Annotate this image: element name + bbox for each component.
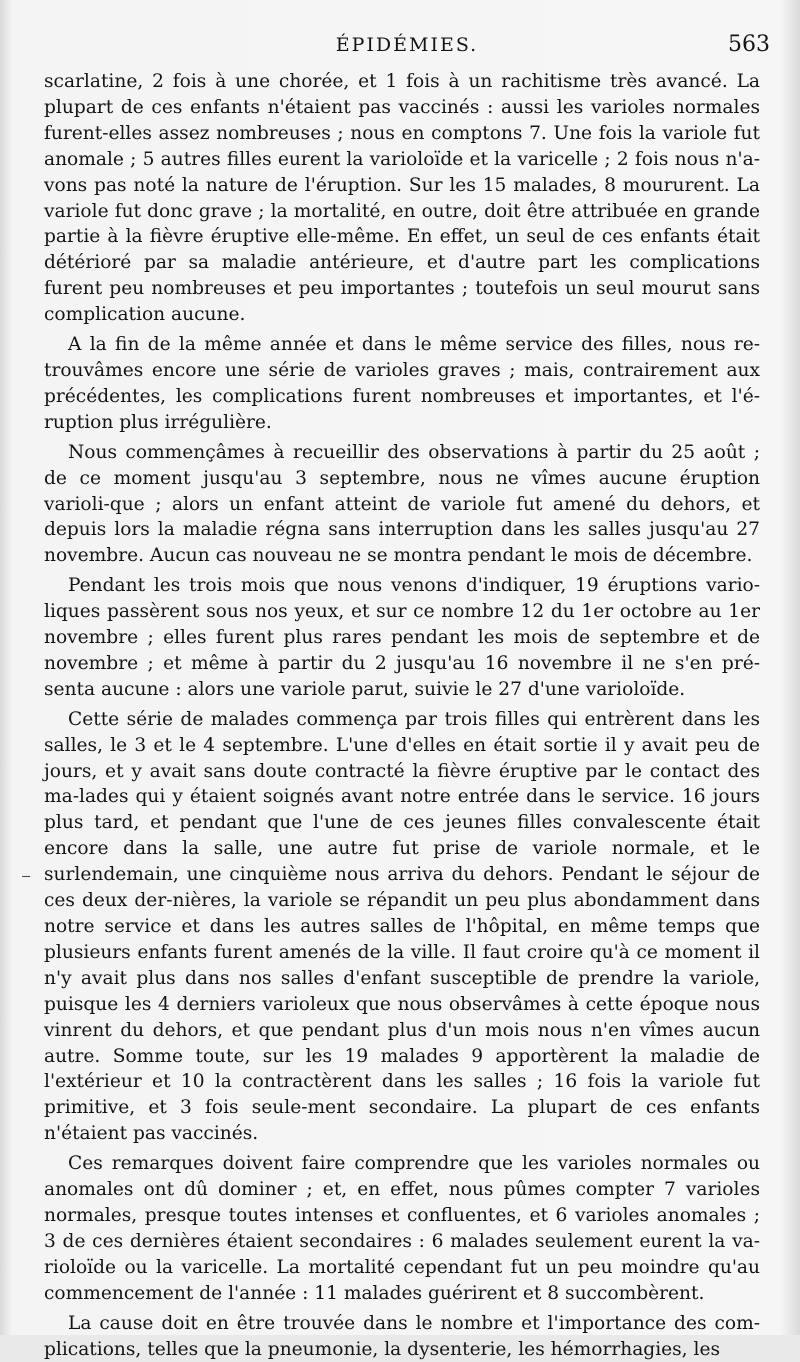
paragraph-6: Ces remarques doivent faire comprendre que les varioles normales ou anomales ont dû dominer ; et, en effet, nous pûmes compter 7 varioles normales, presque toutes intenses et confluentes, et 6 varioles anomales ; 3 de ces dernières étaient secondaires : 6 malades seulement eurent la va-rioloïde ou la varicelle. La mortalité cependant fut un peu moindre qu'au commencement de l'année : 11 malades guérirent et 8 succombèrent. [44, 1153, 760, 1304]
page-number: 563 [728, 32, 770, 57]
margin-mark [22, 876, 30, 877]
paragraph-7: La cause doit en être trouvée dans le nombre et l'importance des com-plications, telles que la pneumonie, la dysenterie, les hémorrhagies, les [44, 1312, 760, 1360]
paragraph-5: Cette série de malades commença par trois filles qui entrèrent dans les salles, le 3 et le 4 septembre. L'une d'elles en était sortie il y avait peu de jours, et y avait sans doute contracté la fièvre éruptive par le contact des ma-lades qui y étaient soignés avant notre entrée dans le service. 16 jours plus tard, et pendant que l'une de ces jeunes filles convalescente était encore dans la salle, une autre fut prise de variole normale, et le surlendemain, une cinquième nous arriva du dehors. Pendant le séjour de ces deux der-nières, la variole se répandit un peu plus abondamment dans notre service et dans les autres salles de l'hôpital, en même temps que plusieurs enfants furent amenés de la ville. Il faut croire qu'à ce moment il n'y avait plus dans nos salles d'enfant susceptible de prendre la variole, puisque les 4 derniers varioleux que nous observâmes à cette époque nous vinrent du dehors, et que pendant plus d'un mois nous n'en vîmes aucun autre. Somme toute, sur les 19 malades 9 apportèrent la maladie de l'extérieur et 10 la contractèrent dans les salles ; 16 fois la variole fut primitive, et 3 fois seule-ment secondaire. La plupart de ces enfants n'étaient pas vaccinés. [44, 708, 760, 1145]
paragraph-1: scarlatine, 2 fois à une chorée, et 1 fois à un rachitisme très avancé. La plupart de ces enfants n'étaient pas vaccinés : aussi les varioles normales furent-elles assez nombreuses ; nous en comptons 7. Une fois la variole fut anomale ; 5 autres filles eurent la varioloïde et la varicelle ; 2 fois nous n'a-vons pas noté la nature de l'éruption. Sur les 15 malades, 8 moururent. La variole fut donc grave ; la mortalité, en outre, doit être attribuée en grande partie à la fièvre éruptive elle-même. En effet, un seul de ces enfants était détérioré par sa maladie antérieure, et d'autre part les complications furent peu nombreuses et peu importantes ; toutefois un seul mourut sans complication aucune. [44, 71, 760, 326]
paragraph-4: Pendant les trois mois que nous venons d'indiquer, 19 éruptions vario-liques passèrent sous nos yeux, et sur ce nombre 12 du 1er octobre au 1er novembre ; elles furent plus rares pendant les mois de septembre et de novembre ; et même à partir du 2 jusqu'au 16 novembre il ne s'en pré-senta aucune : alors une variole parut, suivie le 27 d'une varioloïde. [44, 575, 760, 700]
page-header [44, 34, 770, 64]
body-text [44, 69, 760, 1362]
running-title: ÉPIDÉMIES. [335, 34, 479, 56]
paragraph-3: Nous commençâmes à recueillir des observations à partir du 25 août ; de ce moment jusqu'au 3 septembre, nous ne vîmes aucune éruption varioli-que ; alors un enfant atteint de variole fut amené du dehors, et depuis lors la maladie régna sans interruption dans les salles jusqu'au 27 novembre. Aucun cas nouveau ne se montra pendant le mois de décembre. [44, 441, 760, 567]
paragraph-2: A la fin de la même année et dans le même service des filles, nous re-trouvâmes encore une série de varioles graves ; mais, contrairement aux précédentes, les complications furent nombreuses et importantes, et l'é-ruption plus irrégulière. [44, 334, 760, 433]
